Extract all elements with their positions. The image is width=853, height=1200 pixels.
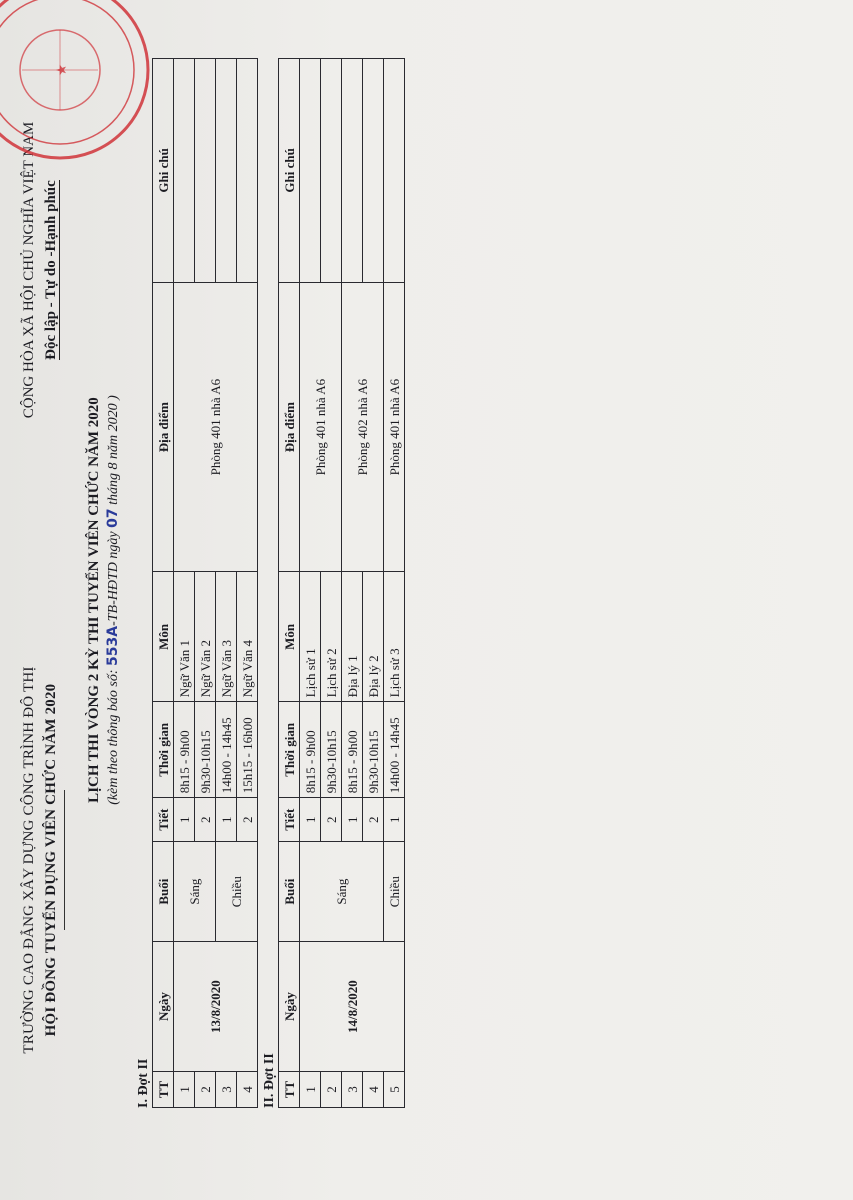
row-time: 8h15 - 9h00 bbox=[300, 702, 321, 798]
row-tt: 1 bbox=[300, 1072, 321, 1108]
row-tt: 2 bbox=[321, 1072, 342, 1108]
section2-table bbox=[278, 58, 405, 1108]
row-time: 8h15 - 9h00 bbox=[174, 702, 195, 798]
handwritten-number: 553A bbox=[105, 625, 121, 666]
row-subject: Lịch sử 1 bbox=[300, 572, 321, 702]
row-subject: Địa lý 1 bbox=[342, 572, 363, 702]
row-tt: 3 bbox=[342, 1072, 363, 1108]
handwritten-day: 07 bbox=[105, 508, 121, 528]
col-dia-diem: Địa điểm bbox=[153, 282, 174, 572]
row-tiet: 1 bbox=[384, 798, 405, 842]
row-subject: Lịch sử 3 bbox=[384, 572, 405, 702]
col-ghi-chu: Ghi chú bbox=[153, 59, 174, 283]
row-tt: 4 bbox=[363, 1072, 384, 1108]
row-session: Chiều bbox=[384, 842, 405, 942]
document-title: LỊCH THI VÒNG 2 KỲ THI TUYỂN VIÊN CHỨC NĂM 2020 bbox=[86, 397, 102, 803]
col-dia-diem: Địa điểm bbox=[279, 282, 300, 572]
row-note bbox=[342, 59, 363, 283]
col-buoi: Buổi bbox=[153, 842, 174, 942]
row-tiet: 1 bbox=[342, 798, 363, 842]
row-note bbox=[300, 59, 321, 283]
row-tiet: 2 bbox=[237, 798, 258, 842]
col-tiet: Tiết bbox=[279, 798, 300, 842]
row-subject: Ngữ Văn 2 bbox=[195, 572, 216, 702]
col-mon: Môn bbox=[279, 572, 300, 702]
row-note bbox=[174, 59, 195, 283]
row-tiet: 1 bbox=[300, 798, 321, 842]
row-location: Phòng 401 nhà A6 bbox=[174, 282, 258, 572]
org-line-1: TRƯỜNG CAO ĐẲNG XÂY DỰNG CÔNG TRÌNH ĐÔ THỊ bbox=[21, 666, 37, 1054]
col-thoi-gian: Thời gian bbox=[153, 702, 174, 798]
col-tt: TT bbox=[153, 1072, 174, 1108]
row-location: Phòng 402 nhà A6 bbox=[342, 282, 384, 572]
organization-header bbox=[18, 580, 65, 1140]
nation-line-1: CỘNG HÒA XÃ HỘI CHỦ NGHĨA VIỆT NAM bbox=[21, 121, 37, 419]
row-time: 8h15 - 9h00 bbox=[342, 702, 363, 798]
row-tt: 3 bbox=[216, 1072, 237, 1108]
col-ngay: Ngày bbox=[153, 942, 174, 1072]
section2-header-row bbox=[279, 59, 300, 1108]
row-session: Sáng bbox=[300, 842, 384, 942]
col-ngay: Ngày bbox=[279, 942, 300, 1072]
col-ghi-chu: Ghi chú bbox=[279, 59, 300, 283]
col-buoi: Buổi bbox=[279, 842, 300, 942]
row-session: Sáng bbox=[174, 842, 216, 942]
org-underline bbox=[62, 790, 65, 930]
row-time: 14h00 - 14h45 bbox=[384, 702, 405, 798]
row-session: Chiều bbox=[216, 842, 258, 942]
col-tt: TT bbox=[279, 1072, 300, 1108]
row-date: 13/8/2020 bbox=[174, 942, 258, 1072]
row-subject: Lịch sử 2 bbox=[321, 572, 342, 702]
row-time: 14h00 - 14h45 bbox=[216, 702, 237, 798]
row-tiet: 2 bbox=[321, 798, 342, 842]
row-note bbox=[384, 59, 405, 283]
row-tiet: 1 bbox=[174, 798, 195, 842]
row-tt: 2 bbox=[195, 1072, 216, 1108]
subtitle-suffix: tháng 8 năm 2020 ) bbox=[106, 395, 121, 505]
document-subtitle bbox=[104, 260, 123, 940]
row-subject: Ngữ Văn 3 bbox=[216, 572, 237, 702]
row-note bbox=[363, 59, 384, 283]
row-note bbox=[237, 59, 258, 283]
section1-table bbox=[152, 58, 258, 1108]
svg-text:★: ★ bbox=[54, 63, 70, 77]
row-location: Phòng 401 nhà A6 bbox=[300, 282, 342, 572]
row-tiet: 1 bbox=[216, 798, 237, 842]
row-tt: 1 bbox=[174, 1072, 195, 1108]
row-time: 9h30-10h15 bbox=[363, 702, 384, 798]
col-mon: Môn bbox=[153, 572, 174, 702]
row-tt: 4 bbox=[237, 1072, 258, 1108]
row-time: 9h30-10h15 bbox=[195, 702, 216, 798]
row-time: 9h30-10h15 bbox=[321, 702, 342, 798]
row-time: 15h15 - 16h00 bbox=[237, 702, 258, 798]
col-tiet: Tiết bbox=[153, 798, 174, 842]
row-tt: 5 bbox=[384, 1072, 405, 1108]
row-tiet: 2 bbox=[195, 798, 216, 842]
row-note bbox=[216, 59, 237, 283]
row-location: Phòng 401 nhà A6 bbox=[384, 282, 405, 572]
row-subject: Ngữ Văn 1 bbox=[174, 572, 195, 702]
section1-label: I. Đợt II bbox=[136, 1058, 151, 1108]
motto: Độc lập - Tự do -Hạnh phúc bbox=[43, 180, 59, 360]
row-date: 14/8/2020 bbox=[300, 942, 405, 1072]
subtitle-prefix: (kèm theo thông báo số: bbox=[106, 669, 121, 805]
row-note bbox=[321, 59, 342, 283]
section1-header-row bbox=[153, 59, 174, 1108]
official-stamp-icon bbox=[0, 0, 160, 170]
row-subject: Ngữ Văn 4 bbox=[237, 572, 258, 702]
row-note bbox=[195, 59, 216, 283]
row-subject: Địa lý 2 bbox=[363, 572, 384, 702]
row-tiet: 2 bbox=[363, 798, 384, 842]
section2-label: II. Đợt II bbox=[262, 1053, 277, 1108]
org-line-2: HỘI ĐỒNG TUYỂN DỤNG VIÊN CHỨC NĂM 2020 bbox=[43, 683, 59, 1037]
subtitle-mid: -TB-HĐTD ngày bbox=[106, 531, 121, 626]
col-thoi-gian: Thời gian bbox=[279, 702, 300, 798]
table-row bbox=[174, 59, 195, 1108]
table-row bbox=[300, 59, 321, 1108]
